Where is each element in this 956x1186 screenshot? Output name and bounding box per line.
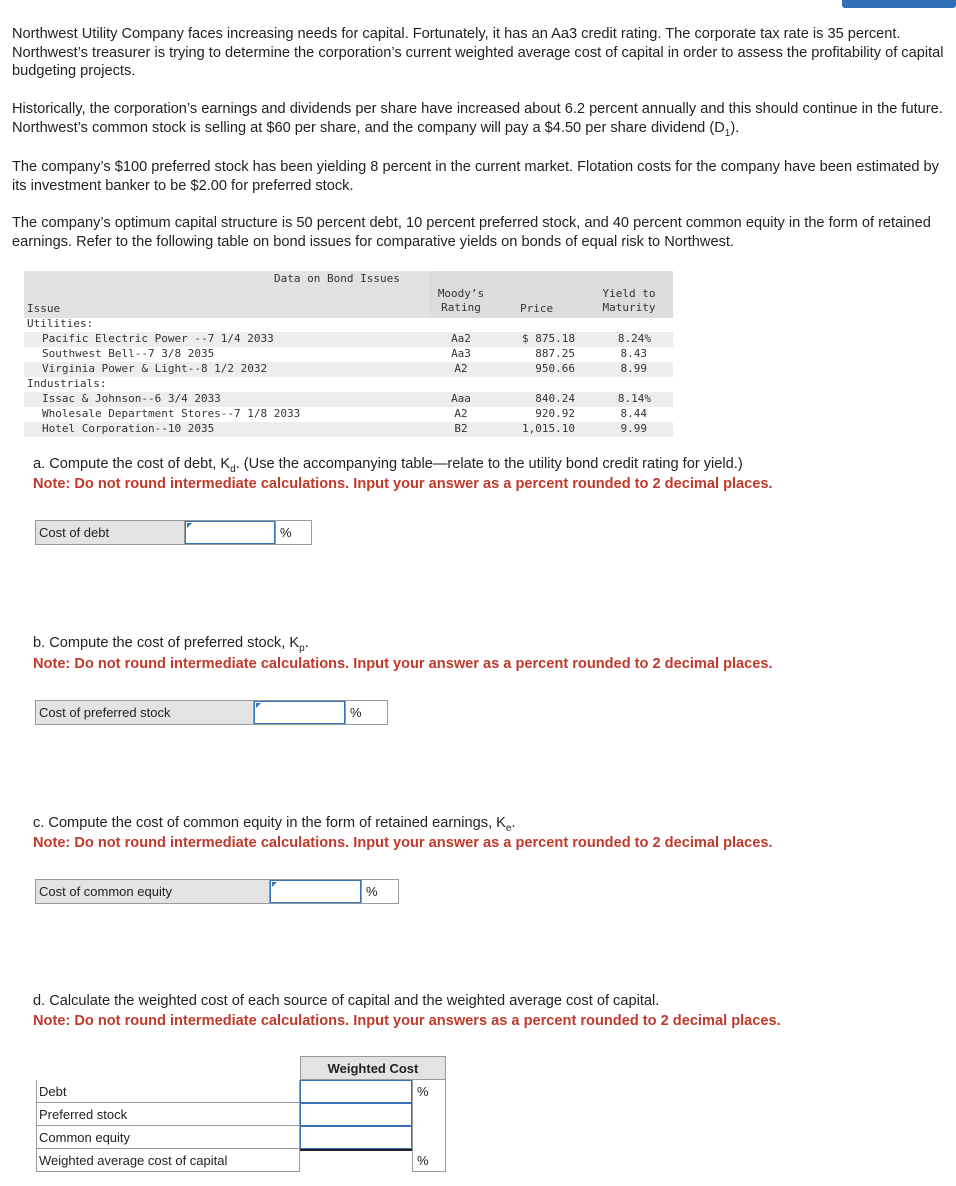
question-d: d. Calculate the weighted cost of each source of capital and the weighted average cost of capital.: [33, 993, 660, 1009]
row-label-preferred: Preferred stock: [36, 1103, 300, 1126]
group-industrials: Industrials:: [27, 377, 107, 390]
row-yield: 8.24%: [617, 332, 651, 345]
cost-of-common-equity-input[interactable]: [270, 880, 361, 903]
row-rating: B2: [454, 422, 468, 435]
weighted-common-input[interactable]: [300, 1126, 412, 1149]
header-yield-2: Maturity: [602, 301, 656, 314]
row-label-wacc: Weighted average cost of capital: [36, 1149, 300, 1172]
row-price: 840.24: [535, 392, 575, 405]
bond-table-title: Data on Bond Issues: [274, 272, 400, 285]
question-a: a. Compute the cost of debt, $K_d$. (Use the accompanying table—relate to the utility bond credit rating for yield.): [33, 456, 743, 475]
percent-sign: %: [275, 521, 292, 544]
intro-paragraph-4: The company’s optimum capital structure is 50 percent debt, 10 percent preferred stock, and 40 percent common equity in the form of retained earnings. Refer to the following table on bond issues for comparative yields on bonds of equal risk to Northwest.: [12, 215, 931, 250]
row-yield: 9.99: [620, 422, 647, 435]
header-yield-1: Yield to: [602, 287, 656, 300]
percent-sign: %: [345, 701, 362, 724]
weighted-preferred-input[interactable]: [300, 1103, 412, 1126]
cost-of-debt-input[interactable]: [185, 521, 275, 544]
row-issue: Virginia Power & Light--8 1/2 2032: [42, 362, 268, 375]
row-issue: Southwest Bell--7 3/8 2035: [42, 347, 215, 360]
row-price: $ 875.18: [522, 332, 575, 345]
row-rating: A2: [454, 362, 468, 375]
cost-of-preferred-input[interactable]: [254, 701, 345, 724]
row-yield: 8.14%: [617, 392, 651, 405]
row-issue: Wholesale Department Stores--7 1/8 2033: [42, 407, 301, 420]
intro-paragraph-3: The company’s $100 preferred stock has been yielding 8 percent in the current market. Flotation costs for the company have been estimated by its investment banker to be $2.00 for preferred stock.: [12, 159, 939, 194]
row-issue: Hotel Corporation--10 2035: [42, 422, 215, 435]
question-c: c. Compute the cost of common equity in the form of retained earnings, $K_e$.: [33, 815, 516, 834]
row-rating: Aa2: [451, 332, 471, 345]
row-label-debt: Debt: [36, 1080, 300, 1103]
note-a: Note: Do not round intermediate calculations. Input your answer as a percent rounded to 2 decimal places.: [33, 476, 773, 492]
intro-paragraph-1: Northwest Utility Company faces increasing needs for capital. Fortunately, it has an Aa3 credit rating. The corporate tax rate is 35 percent. Northwest’s treasurer is trying to determine the corporation’s current weighted average cost of capital in order to assess the profitability of capital budgeting projects.: [12, 26, 944, 79]
submit-button[interactable]: [842, 0, 956, 8]
header-price: Price: [520, 302, 554, 315]
row-yield: 8.44: [620, 407, 647, 420]
percent-sign: %: [412, 1080, 446, 1103]
row-label-common: Common equity: [36, 1126, 300, 1149]
cost-of-debt-row: [35, 520, 312, 545]
row-price: 1,015.10: [522, 422, 575, 435]
row-rating: Aaa: [451, 392, 471, 405]
group-utilities: Utilities:: [27, 317, 94, 330]
weighted-wacc-input[interactable]: [300, 1149, 412, 1172]
weighted-cost-header: Weighted Cost: [300, 1056, 446, 1080]
row-yield: 8.43: [620, 347, 647, 360]
note-d: Note: Do not round intermediate calculations. Input your answers as a percent rounded to 2 decimal places.: [33, 1013, 781, 1029]
row-price: 920.92: [535, 407, 575, 420]
bond-issues-table: [24, 271, 673, 436]
cost-of-common-equity-label: Cost of common equity: [36, 880, 270, 903]
row-rating: Aa3: [451, 347, 471, 360]
percent-sign: %: [412, 1149, 446, 1172]
intro-paragraph-2: Historically, the corporation’s earnings and dividends per share have increased about 6.2 percent annually and this should continue in the future. Northwest’s common stock is selling at $60 per share, and the company will pay a $4.50 per share dividend $(D_1)$.: [12, 101, 943, 139]
row-issue: Issac & Johnson--6 3/4 2033: [42, 392, 221, 405]
cost-of-preferred-row: [35, 700, 388, 725]
header-rating-1: Moody’s: [437, 287, 485, 300]
row-price: 887.25: [535, 347, 575, 360]
cost-of-common-equity-row: [35, 879, 399, 904]
weighted-debt-input[interactable]: [300, 1080, 412, 1103]
cost-of-preferred-label: Cost of preferred stock: [36, 701, 254, 724]
row-issue: Pacific Electric Power --7 1/4 2033: [42, 332, 274, 345]
note-c: Note: Do not round intermediate calculations. Input your answer as a percent rounded to 2 decimal places.: [33, 835, 773, 851]
row-rating: A2: [454, 407, 468, 420]
header-issue: Issue: [27, 302, 61, 315]
header-rating-2: Rating: [441, 301, 481, 314]
question-b: b. Compute the cost of preferred stock, $K_p$.: [33, 635, 309, 654]
row-yield: 8.99: [620, 362, 647, 375]
cost-of-debt-label: Cost of debt: [36, 521, 185, 544]
row-price: 950.66: [535, 362, 575, 375]
note-b: Note: Do not round intermediate calculations. Input your answer as a percent rounded to 2 decimal places.: [33, 656, 773, 672]
percent-sign: %: [361, 880, 378, 903]
